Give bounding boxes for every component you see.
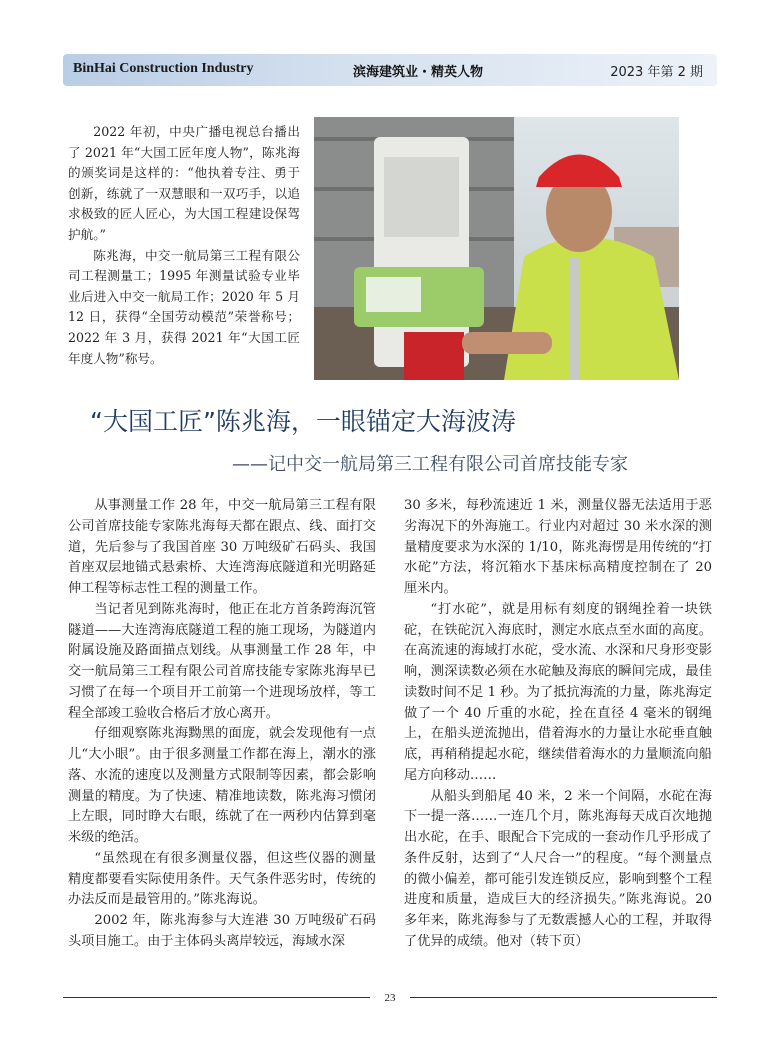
body-paragraph: “虽然现在有很多测量仪器，但这些仪器的测量精度都要看实际使用条件。天气条件恶劣时，传统的办法反而是最管用的。”陈兆海说。 bbox=[68, 850, 376, 908]
body-column-right bbox=[404, 496, 712, 953]
issue-number: 2023 年第 2 期 bbox=[610, 65, 703, 80]
intro-paragraph: 陈兆海，中交一航局第三工程有限公司工程测量工；1995 年测量试验专业毕业后进入中交一航局工作；2020 年 5 月 12 日，获得“全国劳动模范”荣誉称号；2022 年 3 月，获得 2021 年“大国工匠年度人物”称号。 bbox=[68, 247, 300, 366]
body-paragraph: 从船头到船尾 40 米，2 米一个间隔，水砣在海下一提一落……一连几个月，陈兆海每天成百次地抛出水砣，在手、眼配合下完成的一套动作几乎形成了条件反射，达到了“人尺合一”的程度。“每个测量点的微小偏差，都可能引发连锁反应，影响到整个工程进度和质量，造成巨大的经济损失。”陈兆海说。20 多年来，陈兆海参与了无数震撼人心的工程，并取得了优异的成绩。他对（转下页） bbox=[404, 788, 712, 949]
body-paragraph: 当记者见到陈兆海时，他正在北方首条跨海沉管隧道——大连湾海底隧道工程的施工现场，为隧道内附属设施及路面描点划线。从事测量工作 28 年，中交一航局第三工程有限公司首席技能专家陈兆海早已习惯了在每一个项目开工前第一个进现场放样，等工程全部竣工验收合格后才放心离开。 bbox=[68, 601, 376, 721]
body-paragraph: 仔细观察陈兆海黝黑的面庞，就会发现他有一点儿“大小眼”。由于很多测量工作都在海上，潮水的涨落、水流的速度以及测量方式限制等因素，都会影响测量的精度。为了快速、精准地读数，陈兆海习惯闭上左眼，同时睁大右眼，练就了在一两秒内估算到毫米级的绝活。 bbox=[68, 726, 376, 845]
body-paragraph: “打水砣”，就是用标有刻度的钢绳拴着一块铁砣，在铁砣沉入海底时，测定水底点至水面的高度。在高流速的海域打水砣，受水流、水深和尺身形变影响，测深读数必须在水砣触及海底的瞬间完成，最佳读数时间不足 1 秒。为了抵抗海流的力量，陈兆海定做了一个 40 斤重的水砣，拴在直径 4 毫米的钢绳上，在船头逆流抛出，借着海水的力量让水砣垂直触底，再稍稍提起水砣，继续借着海水的力量顺流向船尾方向移动…… bbox=[404, 601, 712, 783]
portrait-photo bbox=[314, 117, 679, 380]
photo-surveyor-illustration bbox=[314, 117, 679, 380]
page-number: 23 bbox=[370, 992, 410, 1004]
page-header bbox=[63, 54, 717, 86]
intro-text bbox=[68, 122, 300, 369]
body-paragraph: 30 多米，每秒流速近 1 米，测量仪器无法适用于恶劣海况下的外海施工。行业内对超过 30 米水深的测量精度要求为水深的 1/10，陈兆海愣是用传统的“打水砣”方法，将沉箱水下基床标高精度控制在了 20 厘米内。 bbox=[404, 498, 712, 596]
publication-name: BinHai Construction Industry bbox=[73, 61, 254, 76]
intro-paragraph: 2022 年初，中央广播电视总台播出了 2021 年“大国工匠年度人物”，陈兆海的颁奖词是这样的：“他执着专注、勇于创新，练就了一双慧眼和一双巧手，以追求极致的匠人匠心，为大国工程建设保驾护航。” bbox=[68, 124, 300, 242]
body-paragraph: 2002 年，陈兆海参与大连港 30 万吨级矿石码头项目施工。由于主体码头离岸较远，海域水深 bbox=[68, 913, 376, 949]
body-paragraph: 从事测量工作 28 年，中交一航局第三工程有限公司首席技能专家陈兆海每天都在跟点、线、面打交道，先后参与了我国首座 30 万吨级矿石码头、我国首座双层地锚式悬索桥、大连湾海底隧道和光明路延伸工程等标志性工程的测量工作。 bbox=[68, 498, 376, 596]
section-name: 滨海建筑业・精英人物 bbox=[353, 65, 484, 80]
body-column-left bbox=[68, 496, 376, 953]
article-subtitle: ——记中交一航局第三工程有限公司首席技能专家 bbox=[232, 454, 628, 475]
article-title: “大国工匠”陈兆海，一眼锚定大海波涛 bbox=[90, 407, 516, 436]
